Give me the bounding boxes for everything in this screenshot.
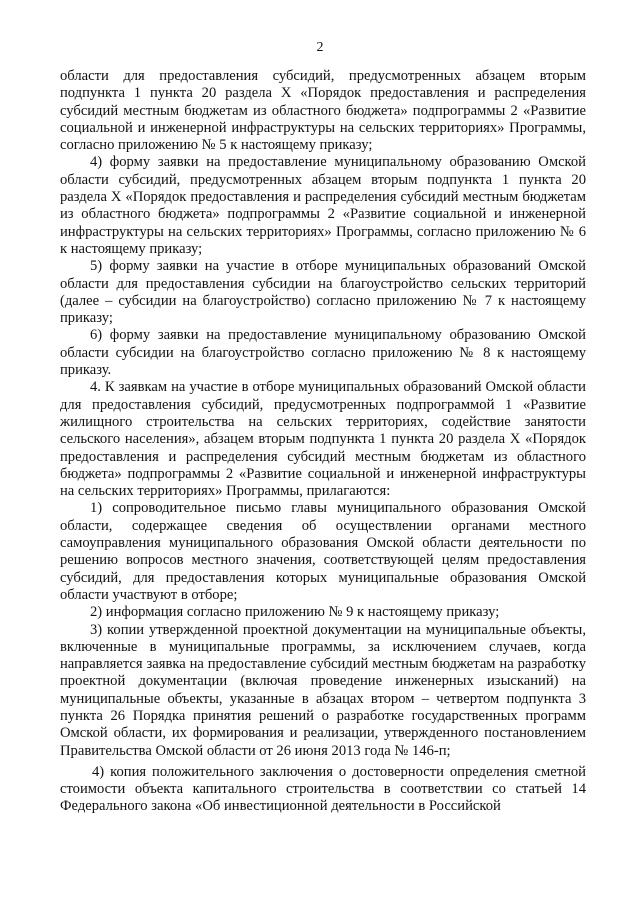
paragraph-item-5: 5) форму заявки на участие в отборе муниципальных образований Омской области для предоставления субсидии на благоустройство сельских территорий (далее – субсидии на благоустройство) согласно приложению № 7 к настоящему приказу;: [60, 258, 586, 327]
paragraph-item-6: 6) форму заявки на предоставление муниципальному образованию Омской области субсидии на благоустройство согласно приложению № 8 к настоящему приказу.: [60, 327, 586, 379]
paragraph-attachment-1: 1) сопроводительное письмо главы муниципального образования Омской области, содержащее сведения об осуществлении органами местного самоуправления муниципального образования Омской области деятельности по решению вопросов местного значения, соответствующей целям предоставления субсидий, для предоставления которых муниципальные образования Омской области участвуют в отборе;: [60, 500, 586, 603]
page-number: 2: [316, 40, 324, 55]
paragraph-item-4: 4) форму заявки на предоставление муниципальному образованию Омской области субсидий, предусмотренных абзацем вторым подпункта 1 пункта 20 раздела X «Порядок предоставления и распределения субсидий местным бюджетам из областного бюджета» подпрограммы 2 «Развитие социальной и инженерной инфраструктуры на сельских территориях» Программы, согласно приложению № 6 к настоящему приказу;: [60, 154, 586, 257]
paragraph-attachment-3: 3) копии утвержденной проектной документации на муниципальные объекты, включенные в муниципальные программы, за исключением случаев, когда направляется заявка на предоставление субсидий местным бюджетам на разработку проектной документации (включая проведение инженерных изысканий) на муниципальные объекты, указанные в абзацах втором – четвертом подпункта 3 пункта 26 Порядка принятия решений о разработке государственных программ Омской области, их формирования и реализации, утвержденного постановлением Правительства Омской области от 26 июня 2013 года № 146-п;: [60, 621, 586, 759]
paragraph-attachment-2: 2) информация согласно приложению № 9 к настоящему приказу;: [90, 604, 500, 621]
paragraph-section-4: 4. К заявкам на участие в отборе муниципальных образований Омской области для предоставления субсидий, предусмотренных подпрограммой 1 «Развитие жилищного строительства на сельских территориях, содействие занятости сельского населения», абзацем вторым подпункта 1 пункта 20 раздела X «Порядок предоставления и распределения субсидий местным бюджетам из областного бюджета» подпрограммы 2 «Развитие социальной и инженерной инфраструктуры на сельских территориях» Программы, прилагаются:: [60, 379, 586, 500]
paragraph-continuation: области для предоставления субсидий, предусмотренных абзацем вторым подпункта 1 пункта 20 раздела X «Порядок предоставления и распределения субсидий местным бюджетам из областного бюджета» подпрограммы 2 «Развитие социальной и инженерной инфраструктуры на сельских территориях» Программы, согласно приложению № 5 к настоящему приказу;: [60, 68, 586, 154]
paragraph-attachment-4: 4) копия положительного заключения о достоверности определения сметной стоимости объекта капитального строительства в соответствии со статьей 14 Федерального закона «Об инвестиционной деятельности в Российской: [60, 763, 586, 815]
document-body: [60, 68, 586, 816]
